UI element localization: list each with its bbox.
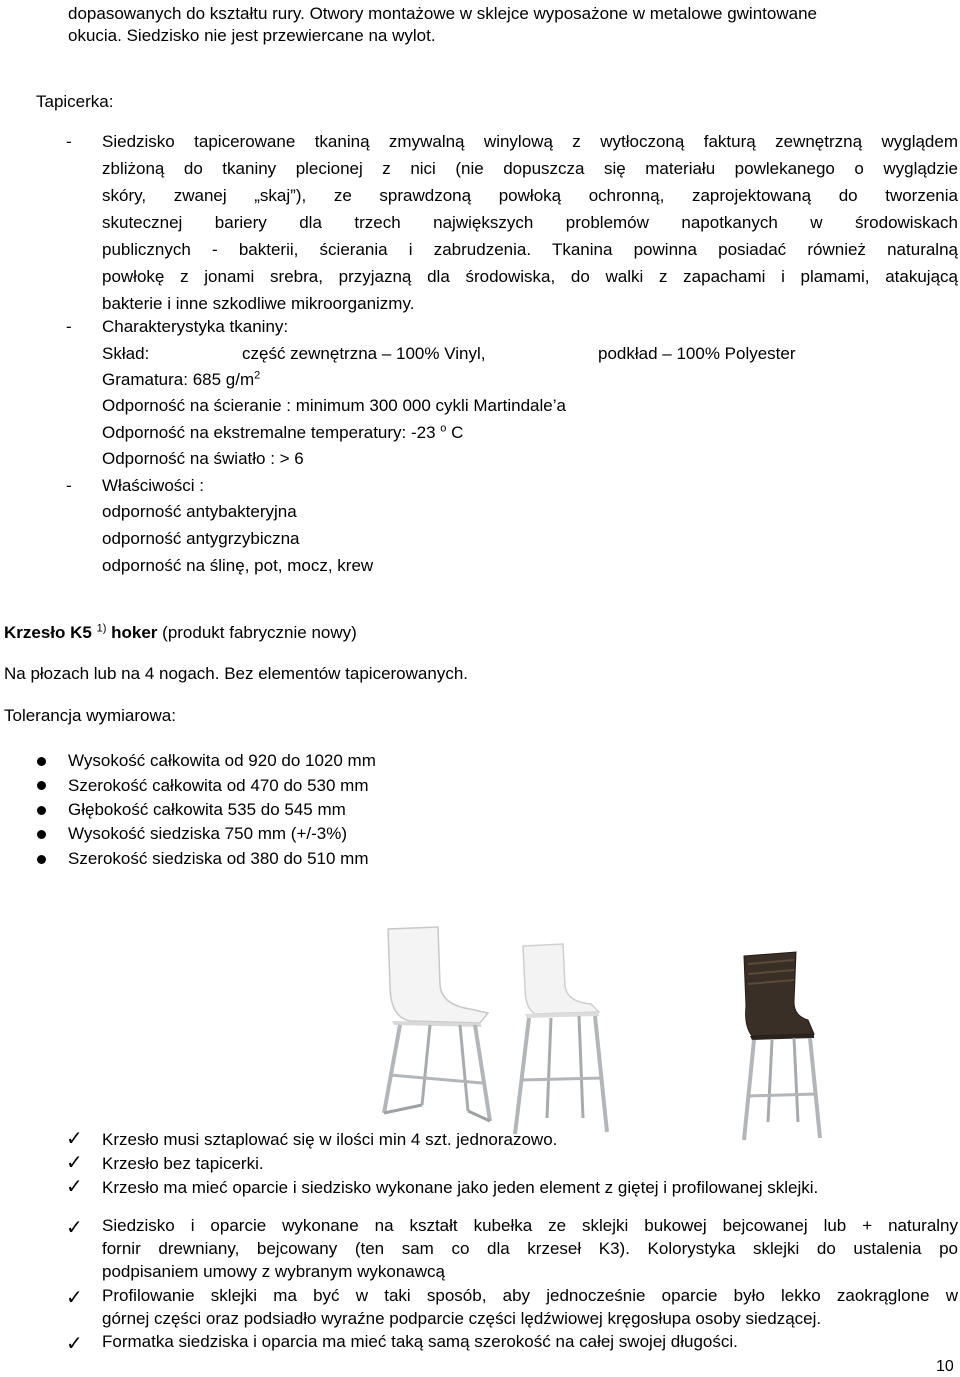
stool-image-white-legs: [495, 942, 615, 1142]
para-line: skutecznej bariery dla trzech największych problemów napotkanych w środowiskach: [102, 213, 958, 232]
para-line: publicznych - bakterii, ścierania i zabrudzenia. Tkanina powinna posiadać również naturalną: [102, 240, 958, 259]
composition-backing: podkład – 100% Polyester: [598, 344, 796, 363]
check-line: górnej części oraz podsiadło wyraźne podparcie części lędźwiowej kręgosłupa osoby siedzącej.: [102, 1309, 822, 1328]
temperature-text: Odporność na ekstremalne temperatury: -23: [102, 423, 436, 442]
check-item: Krzesło musi sztaplować się w ilości min 4 szt. jednorazowo.: [102, 1130, 558, 1149]
check-item: Krzesło ma mieć oparcie i siedzisko wykonane jako jeden element z giętej i profilowanej sklejki.: [102, 1178, 819, 1197]
bullet-icon: [37, 781, 46, 790]
check-item: Formatka siedziska i oparcia ma mieć taką samą szerokość na całej swojej długości.: [102, 1332, 738, 1351]
dimension-item: Wysokość siedziska 750 mm (+/-3%): [68, 824, 348, 843]
dash-marker: -: [66, 132, 72, 151]
check-icon: ✓: [66, 1176, 83, 1198]
composition-outer: część zewnętrzna – 100% Vinyl,: [242, 344, 486, 363]
temperature-unit: C: [451, 423, 464, 442]
check-line: fornir drewniany, bejcowany (ten sam co dla krzeseł K3). Kolorystyka sklejki do ustalenia po: [102, 1239, 958, 1258]
dimension-item: Wysokość całkowita od 920 do 1020 mm: [68, 751, 376, 770]
temperature: [102, 419, 463, 446]
dimension-item: Głębokość całkowita 535 do 545 mm: [68, 800, 346, 819]
dimension-item: Szerokość całkowita od 470 do 530 mm: [68, 776, 369, 795]
check-item-profile: [102, 1284, 958, 1330]
grammage-sup: 2: [254, 369, 261, 382]
upholstery-heading: Tapicerka:: [36, 92, 114, 111]
grammage: [102, 366, 260, 393]
chair-title-bold: Krzesło K5: [4, 623, 92, 642]
property-item: odporność antygrzybiczna: [102, 529, 300, 548]
abrasion: Odporność na ścieranie : minimum 300 000 cykli Martindale’a: [102, 396, 566, 415]
page-number: 10: [936, 1358, 954, 1375]
check-line: Siedzisko i oparcie wykonane na kształt kubełka ze sklejki bukowej bejcowanej lub + naturalny: [102, 1216, 958, 1235]
bullet-icon: [37, 855, 46, 864]
intro-line-1: dopasowanych do kształtu rury. Otwory montażowe w sklejce wyposażone w metalowe gwintowane: [68, 4, 817, 23]
check-icon: ✓: [66, 1128, 83, 1150]
check-item: Krzesło bez tapicerki.: [102, 1154, 264, 1173]
para-line: zbliżoną do tkaniny plecionej z nici (nie dopuszcza się materiału powlekanego o wyglądzie: [102, 159, 958, 178]
chair-title-bold2: hoker: [111, 623, 158, 642]
fabric-heading: Charakterystyka tkaniny:: [102, 317, 289, 336]
property-item: odporność na ślinę, pot, mocz, krew: [102, 556, 374, 575]
check-icon: ✓: [66, 1333, 83, 1355]
check-icon: ✓: [66, 1217, 83, 1239]
para-line: bakterie i inne szkodliwe mikroorganizmy.: [102, 294, 415, 313]
intro-line-2: okucia. Siedzisko nie jest przewiercane na wylot.: [68, 26, 436, 45]
grammage-text: Gramatura: 685 g/m: [102, 370, 255, 389]
dash-marker: -: [66, 476, 72, 495]
bullet-icon: [37, 830, 46, 839]
properties-heading: Właściwości :: [102, 476, 205, 495]
tolerance-heading: Tolerancja wymiarowa:: [4, 706, 176, 725]
check-icon: ✓: [66, 1152, 83, 1174]
para-line: skóry, zwanej „skaj”), ze sprawdzoną powłoką ochronną, zaprojektowaną do tworzenia: [102, 186, 958, 205]
temperature-sup: o: [440, 422, 447, 435]
chair-base: Na płozach lub na 4 nogach. Bez elementów tapicerowanych.: [4, 664, 469, 683]
upholstery-paragraph: [102, 128, 958, 317]
check-icon: ✓: [66, 1287, 83, 1309]
para-line: Siedzisko tapicerowane tkaniną zmywalną winylową z wytłoczoną fakturą zewnętrzną wyglądem: [102, 132, 958, 151]
bullet-icon: [37, 806, 46, 815]
para-line: powłokę z jonami srebra, przyjazną dla środowiska, do walki z zapachami i plamami, atakującą: [102, 267, 958, 286]
composition-label: Skład:: [102, 344, 150, 363]
stool-image-wood: [722, 950, 832, 1145]
bullet-icon: [37, 757, 46, 766]
property-item: odporność antybakteryjna: [102, 502, 297, 521]
stool-image-white-sled: [370, 925, 500, 1130]
light-resistance: Odporność na światło : > 6: [102, 449, 304, 468]
check-item-plywood: [102, 1214, 958, 1283]
dash-marker: -: [66, 317, 72, 336]
check-line: Profilowanie sklejki ma być w taki sposób, aby jednocześnie oparcie było lekko zaokrąglone w: [102, 1286, 958, 1305]
dimension-item: Szerokość siedziska od 380 do 510 mm: [68, 849, 369, 868]
chair-title-sup: 1): [96, 622, 107, 635]
check-line: podpisaniem umowy z wybranym wykonawcą: [102, 1262, 445, 1281]
chair-title: [4, 619, 357, 646]
chair-title-rest: (produkt fabrycznie nowy): [162, 623, 357, 642]
